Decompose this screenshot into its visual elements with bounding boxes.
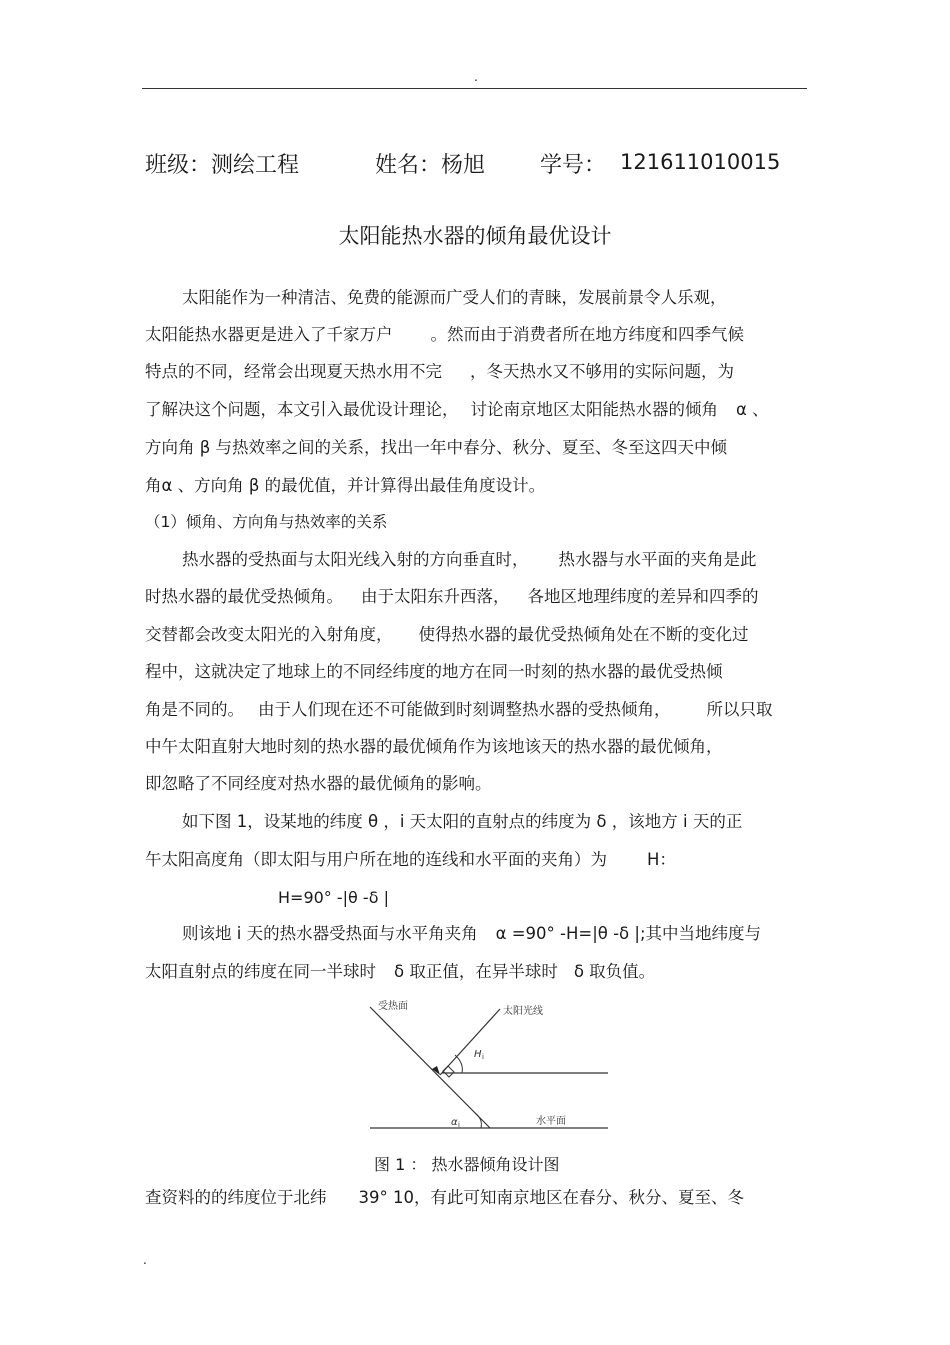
- figure-1-diagram: [360, 995, 620, 1140]
- footer-dot: .: [143, 1253, 147, 1267]
- para2-line-7: 即忽略了不同经度对热水器的最优倾角的影响。: [145, 774, 492, 793]
- para2-line-5-part-2: 由于人们现在还不可能做到时刻调整热水器的受热倾角，: [258, 700, 671, 719]
- para3-line-2-part-2: H：: [647, 850, 676, 869]
- para1-line-6: 角α 、方向角 β 的最优值，并计算得出最佳角度设计。: [145, 476, 546, 495]
- heating-surface-line: [370, 1007, 490, 1128]
- label-alpha: α: [451, 1117, 458, 1128]
- document-title: 太阳能热水器的倾角最优设计: [338, 224, 612, 248]
- para1-line-3-part-1: 特点的不同，经常会出现夏天热水用不完: [145, 362, 442, 381]
- para2-line-1-part-2: 热水器与水平面的夹角是此: [558, 550, 757, 569]
- para2-line-1: [182, 550, 757, 570]
- para1-line-4-part-3: α 、: [736, 400, 769, 419]
- para1-line-1: 太阳能作为一种清洁、免费的能源而广受人们的青睐，发展前景令人乐观，: [182, 288, 727, 307]
- para4-line-1: [182, 924, 761, 944]
- para3-line-1: 如下图 1，设某地的纬度 θ ，i 天太阳的直射点的纬度为 δ ，该地方 i 天的正: [182, 812, 743, 831]
- label-horizontal-plane: 水平面: [536, 1116, 566, 1127]
- figure-1-caption: 图 1 ： 热水器倾角设计图: [374, 1155, 560, 1174]
- para2-line-2: [145, 587, 759, 607]
- name-label: 姓名：杨旭: [375, 153, 486, 178]
- para5-line-1-part-1: 查资料的的纬度位于北纬: [145, 1188, 327, 1207]
- formula-h: H=90° -|θ -δ |: [278, 888, 389, 907]
- para2-line-2-part-2: 由于太阳东升西落，: [361, 587, 510, 606]
- para2-line-5-part-1: 角是不同的。: [145, 700, 244, 719]
- para2-line-5-part-3: 所以只取: [706, 700, 773, 719]
- para2-line-3-part-2: 使得热水器的最优受热倾角处在不断的变化过: [418, 625, 749, 644]
- header-dot: .: [474, 70, 478, 84]
- para4-line-2: [145, 962, 655, 982]
- sun-ray-line: [440, 1009, 500, 1075]
- para1-line-2-part-2: 。然而由于消费者所在地方纬度和四季气候: [430, 325, 744, 344]
- para2-line-1-part-1: 热水器的受热面与太阳光线入射的方向垂直时，: [182, 550, 529, 569]
- para2-line-3: [145, 625, 749, 645]
- para5-line-1: [145, 1188, 744, 1208]
- para2-line-6: 中午太阳直射大地时刻的热水器的最优倾角作为该地该天的热水器的最优倾角，: [145, 737, 723, 756]
- label-sun-ray: 太阳光线: [503, 1006, 543, 1017]
- para5-line-1-part-2: 39° 10，有此可知南京地区在春分、秋分、夏至、冬: [358, 1188, 744, 1207]
- para1-line-5: 方向角 β 与热效率之间的关系，找出一年中春分、秋分、夏至、冬至这四天中倾: [145, 438, 728, 457]
- para2-line-5: [145, 700, 773, 720]
- para2-line-2-part-3: 各地区地理纬度的差异和四季的: [527, 587, 759, 606]
- student-id-label: 学号：: [540, 153, 607, 178]
- para2-line-3-part-1: 交替都会改变太阳光的入射角度，: [145, 625, 393, 644]
- para1-line-3-part-2: ，冬天热水又不够用的实际问题，为: [470, 362, 734, 381]
- label-h: H: [474, 1049, 482, 1060]
- para1-line-2-part-1: 太阳能热水器更是进入了千家万户: [145, 325, 393, 344]
- para4-line-1-part-2: α =90° -H=|θ -δ |;其中当地纬度与: [495, 924, 762, 943]
- label-h-sub: i: [482, 1053, 484, 1061]
- right-angle-marker: [443, 1066, 454, 1077]
- para4-line-2-part-3: δ 取负值。: [573, 962, 656, 981]
- para3-line-2: [145, 850, 676, 870]
- para4-line-2-part-1: 太阳直射点的纬度在同一半球时: [145, 962, 376, 981]
- para1-line-3: [145, 362, 734, 382]
- para1-line-4-part-2: 讨论南京地区太阳能热水器的倾角: [470, 400, 718, 419]
- class-label: 班级：测绘工程: [145, 153, 300, 178]
- para1-line-4: [145, 400, 769, 420]
- para1-line-4-part-1: 了解决这个问题，本文引入最优设计理论，: [145, 400, 459, 419]
- label-alpha-sub: i: [458, 1121, 460, 1129]
- para3-line-2-part-1: 午太阳高度角（即太阳与用户所在地的连线和水平面的夹角）为: [145, 850, 607, 869]
- para2-line-2-part-1: 时热水器的最优受热倾角。: [145, 587, 343, 606]
- para4-line-2-part-2: δ 取正值，在异半球时: [394, 962, 558, 981]
- para2-line-4: 程中，这就决定了地球上的不同经纬度的地方在同一时刻的热水器的最优受热倾: [145, 662, 723, 681]
- student-id-value: 121611010015: [620, 150, 781, 174]
- label-heating-surface: 受热面: [378, 1001, 408, 1012]
- angle-alpha-arc: [475, 1113, 481, 1128]
- section-heading-1: （1）倾角、方向角与热效率的关系: [145, 513, 388, 531]
- para4-line-1-part-1: 则该地 i 天的热水器受热面与水平角夹角: [182, 924, 478, 943]
- header-rule: [142, 88, 807, 89]
- para1-line-2: [145, 325, 744, 345]
